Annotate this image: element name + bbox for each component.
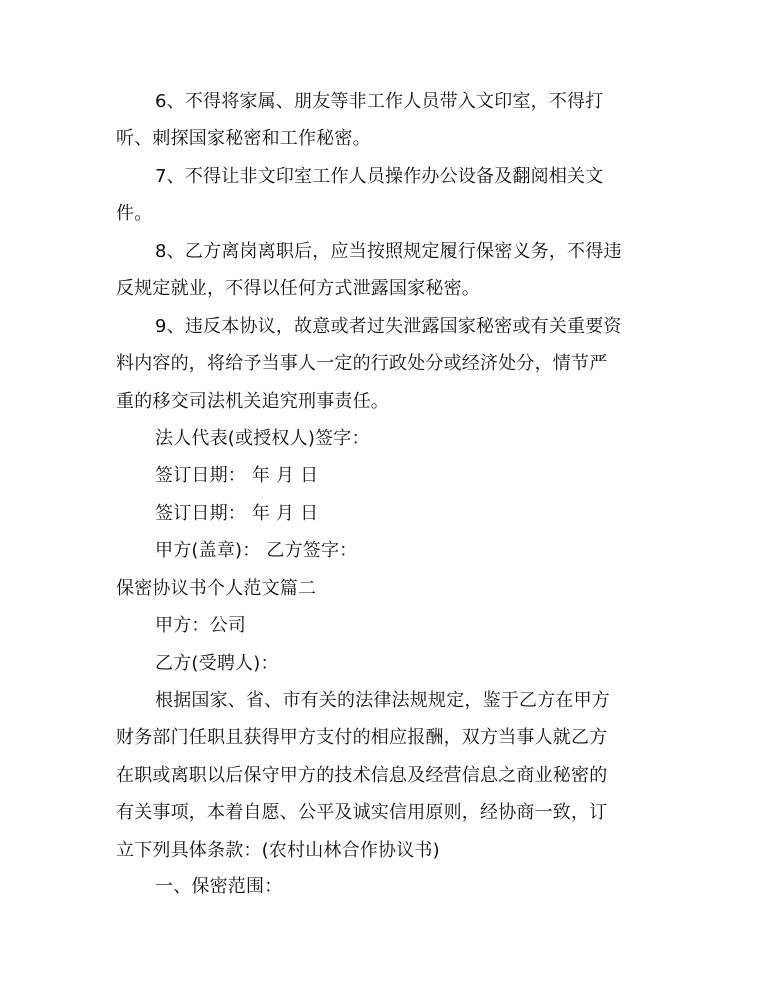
signing-date-1: 签订日期： 年 月 日 <box>155 465 319 486</box>
signing-date-2: 签订日期： 年 月 日 <box>155 503 319 524</box>
paragraph-9-line-1: 9、违反本协议，故意或者过失泄露国家秘密或有关重要资 <box>155 316 622 337</box>
paragraph-9-line-2: 料内容的，将给予当事人一定的行政处分或经济处分，情节严 <box>116 353 608 374</box>
paragraph-8-line-1: 8、乙方离岗离职后，应当按照规定履行保密义务，不得违 <box>155 241 622 262</box>
paragraph-7-line-2: 件。 <box>116 203 153 224</box>
paragraph-7-line-1: 7、不得让非文印室工作人员操作办公设备及翻阅相关文 <box>155 166 604 187</box>
preamble-line-2: 财务部门任职且获得甲方支付的相应报酬，双方当事人就乙方 <box>116 727 608 748</box>
preamble-line-5: 立下列具体条款：(农村山林合作协议书) <box>116 840 440 861</box>
party-b: 乙方(受聘人)： <box>155 653 279 674</box>
preamble-line-3: 在职或离职以后保守甲方的技术信息及经营信息之商业秘密的 <box>116 765 608 786</box>
confidentiality-scope-heading: 一、保密范围： <box>155 876 283 897</box>
paragraph-8-line-2: 反规定就业，不得以任何方式泄露国家秘密。 <box>116 278 480 299</box>
preamble-line-4: 有关事项，本着自愿、公平及诚实信用原则，经协商一致，订 <box>116 802 608 823</box>
party-signatures: 甲方(盖章)： 乙方签字： <box>155 540 358 561</box>
party-a: 甲方：公司 <box>155 615 246 636</box>
paragraph-6-line-2: 听、刺探国家秘密和工作秘密。 <box>116 128 371 149</box>
paragraph-6-line-1: 6、不得将家属、朋友等非工作人员带入文印室，不得打 <box>155 91 604 112</box>
legal-representative-signature: 法人代表(或授权人)签字： <box>155 428 370 449</box>
preamble-line-1: 根据国家、省、市有关的法律法规规定，鉴于乙方在甲方 <box>155 690 610 711</box>
section-heading: 保密协议书个人范文篇二 <box>116 578 317 599</box>
paragraph-9-line-3: 重的移交司法机关追究刑事责任。 <box>116 391 389 412</box>
